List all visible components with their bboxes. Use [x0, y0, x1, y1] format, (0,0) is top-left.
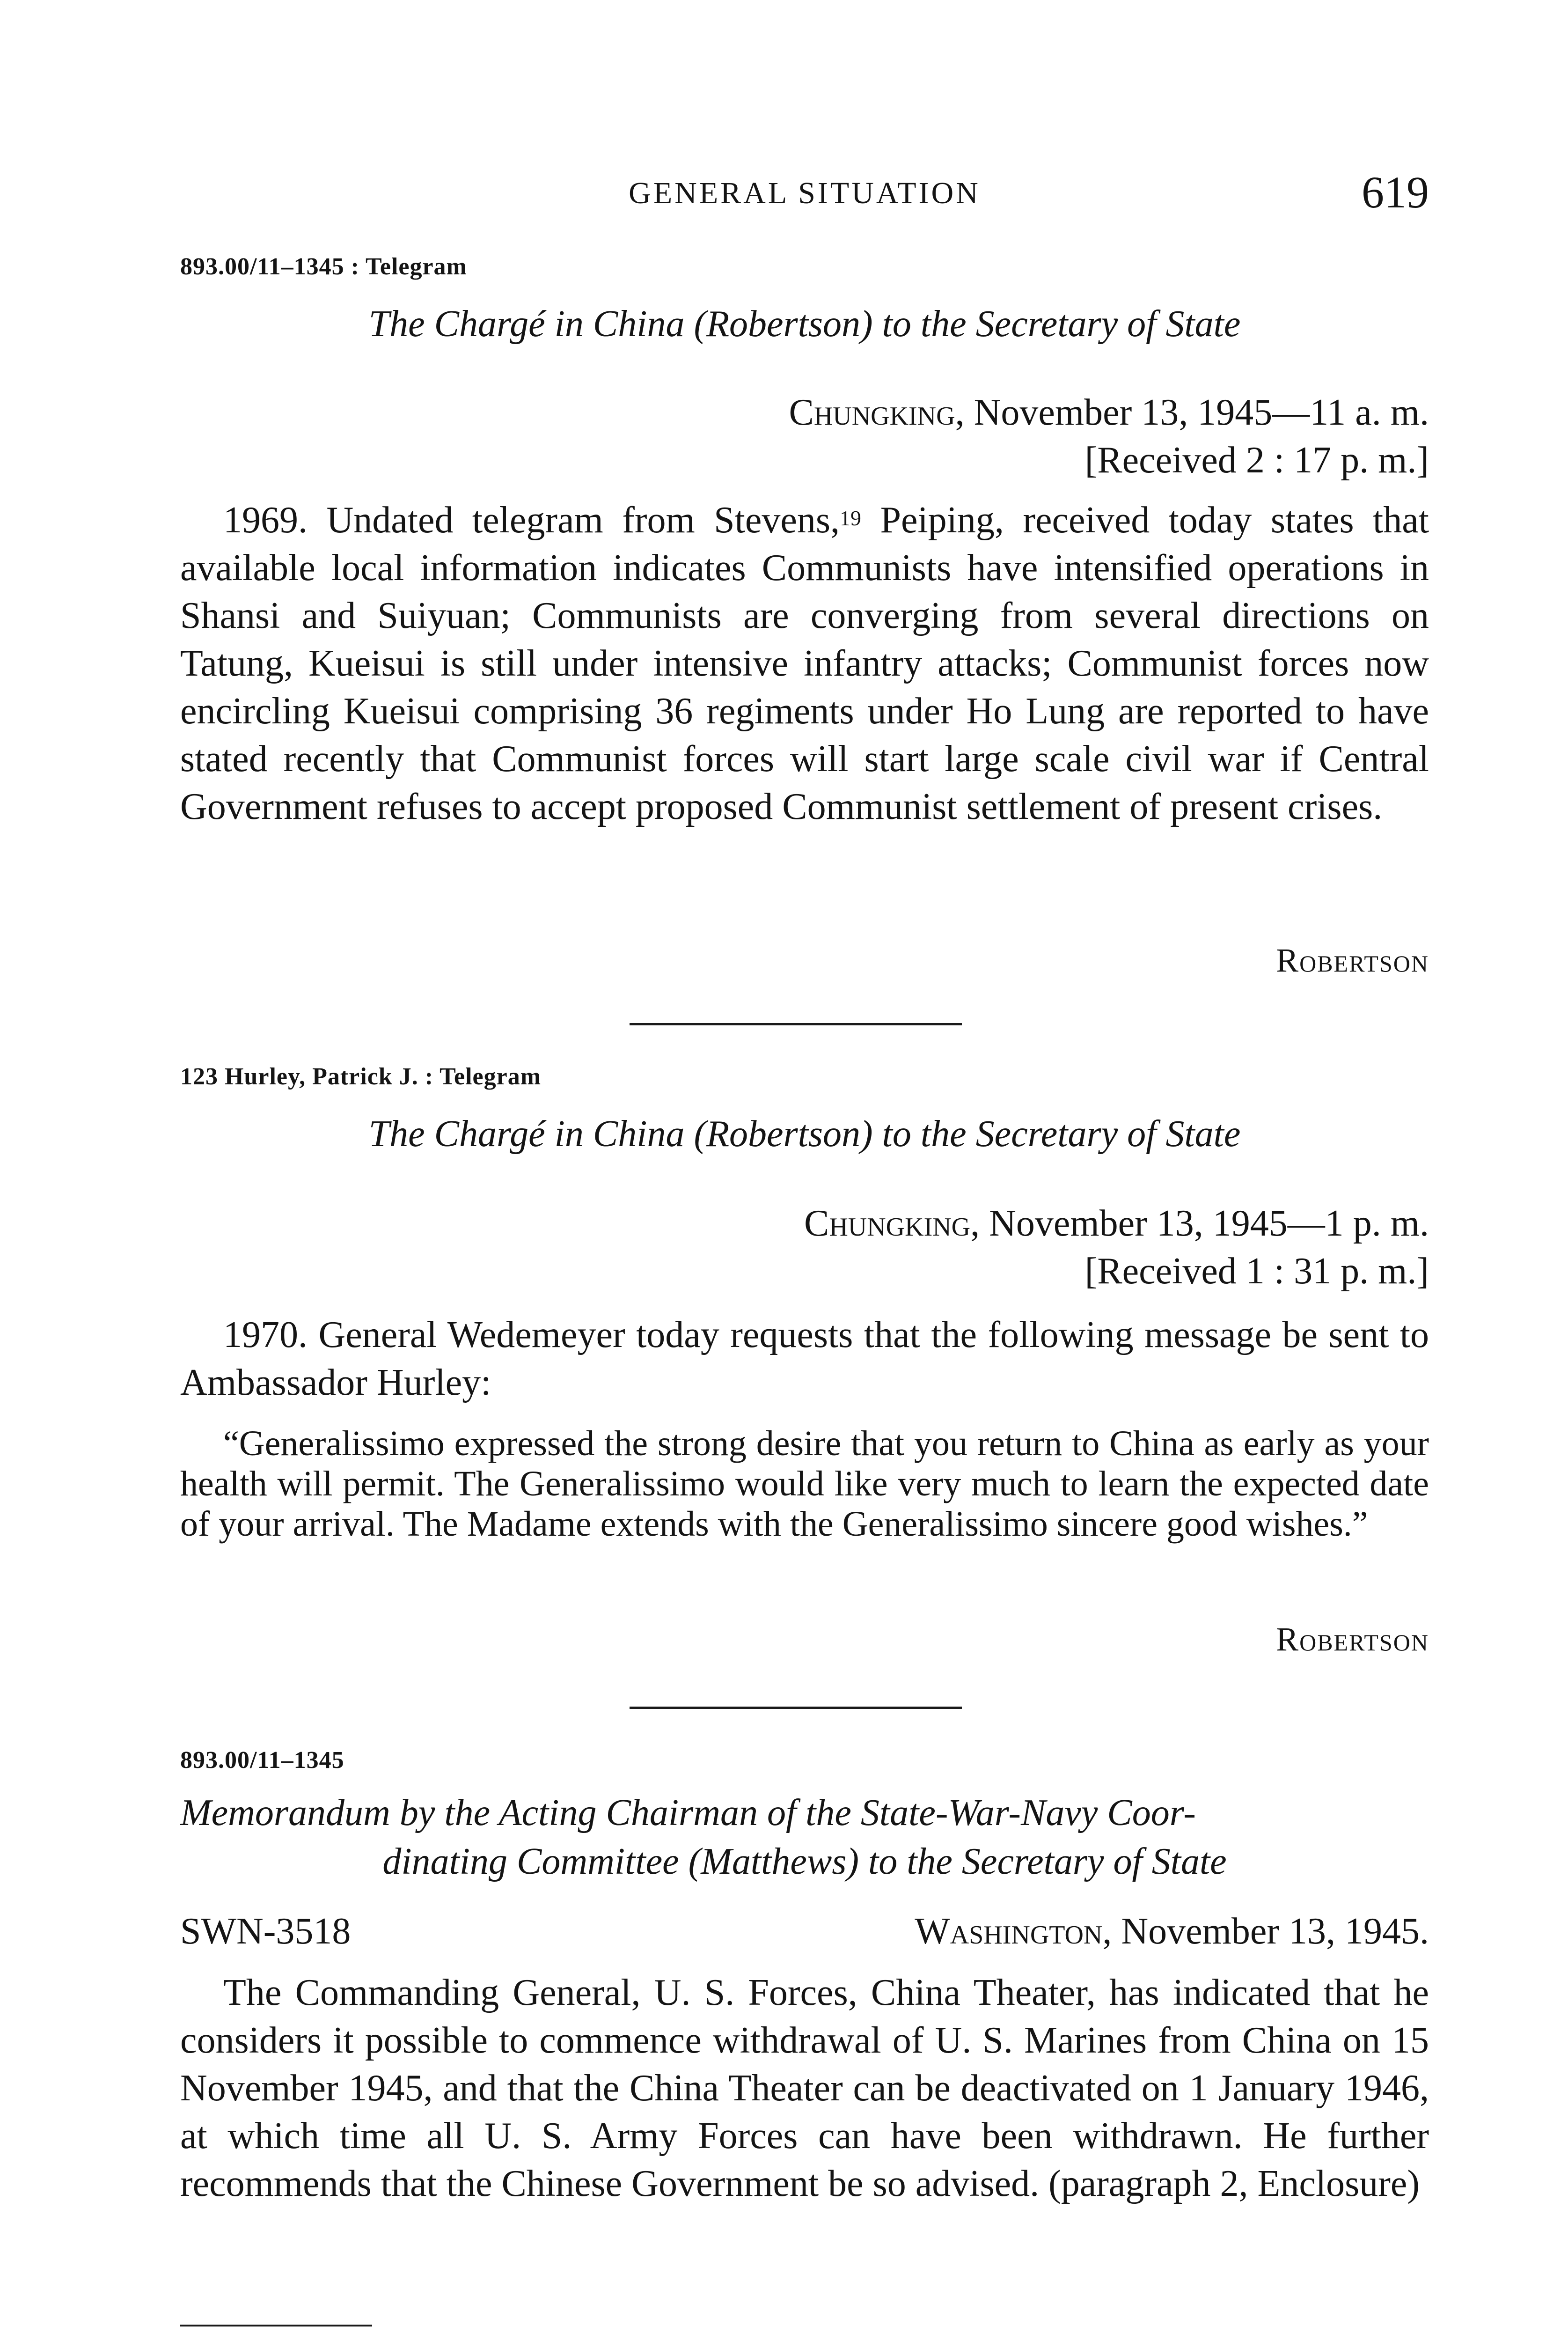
- doc2-body: 1970. General Wedemeyer today requests that the following message be sent to Ambassador Hurley:: [180, 1314, 1429, 1403]
- doc3-heading-line1: Memorandum by the Acting Chairman of the State-War-Navy Coor-: [180, 1792, 1196, 1833]
- doc1-date-time: , November 13, 1945—11 a. m.: [955, 392, 1429, 433]
- doc3-place: Washington: [915, 1911, 1103, 1952]
- running-title: GENERAL SITUATION: [629, 176, 981, 210]
- doc3-number-and-dateline: [180, 1910, 1429, 1953]
- doc3-body: The Commanding General, U. S. Forces, China Theater, has indicated that he considers it possible to commence withdrawal of U. S. Marines from China on 15 November 1945, and that the China Theater can be deactivated on 1 January 1946, at which time all U. S. Army Forces can have been withdrawn. He further recommends that the Chinese Government be so advised. (paragraph 2, Enclosure): [180, 1972, 1429, 2204]
- doc3-file-reference: 893.00/11–1345: [180, 1747, 344, 1774]
- doc3-document-number: SWN-3518: [180, 1911, 351, 1952]
- doc3-heading-line2: dinating Committee (Matthews) to the Secretary of State: [382, 1841, 1227, 1882]
- doc1-file-reference: 893.00/11–1345 : Telegram: [180, 253, 467, 280]
- running-head: [180, 166, 1429, 218]
- doc1-received: [Received 2 : 17 p. m.]: [1084, 440, 1429, 481]
- footnote-separator: [180, 2325, 372, 2326]
- doc3-heading: [180, 1789, 1429, 1886]
- footnote-reference-19: 19: [840, 506, 862, 530]
- doc3-dateline: [915, 1910, 1429, 1953]
- doc1-signature: Robertson: [1276, 942, 1429, 979]
- doc1-place: Chungking: [789, 392, 955, 433]
- doc2-date-time: , November 13, 1945—1 p. m.: [970, 1203, 1429, 1244]
- doc2-place: Chungking: [804, 1203, 971, 1244]
- doc1-body-start: 1969. Undated telegram from Stevens,: [223, 500, 840, 541]
- doc2-dateline: [180, 1200, 1429, 1247]
- doc2-signature: Robertson: [1276, 1620, 1429, 1658]
- doc1-body: [180, 496, 1429, 831]
- doc1-heading: The Chargé in China (Robertson) to the Secretary of State: [368, 303, 1241, 345]
- doc1-dateline: [180, 389, 1429, 436]
- section-divider: [630, 1707, 962, 1709]
- page-number: 619: [1362, 167, 1429, 217]
- doc2-heading: The Chargé in China (Robertson) to the Secretary of State: [368, 1113, 1241, 1155]
- doc1-body-end: Peiping, received today states that available local information indicates Communists have intensified operations in Shansi and Suiyuan; Communists are converging from several directions on Tatung, Kueisui is still under intensive infantry attacks; Communist forces now encircling Kueisui comprising 36 regiments under Ho Lung are reported to have stated recently that Communist forces will start large scale civil war if Central Government refuses to accept proposed Communist settlement of present crises.: [180, 500, 1429, 827]
- doc2-quoted-message: “Generalissimo expressed the strong desire that you return to China as early as your health will permit. The Generalissimo would like very much to learn the expected date of your arrival. The Madame extends with the Generalissimo sincere good wishes.”: [180, 1424, 1429, 1544]
- doc3-date: , November 13, 1945.: [1102, 1911, 1429, 1952]
- section-divider: [630, 1023, 962, 1025]
- doc2-file-reference: 123 Hurley, Patrick J. : Telegram: [180, 1063, 542, 1090]
- doc2-received: [Received 1 : 31 p. m.]: [1084, 1251, 1429, 1292]
